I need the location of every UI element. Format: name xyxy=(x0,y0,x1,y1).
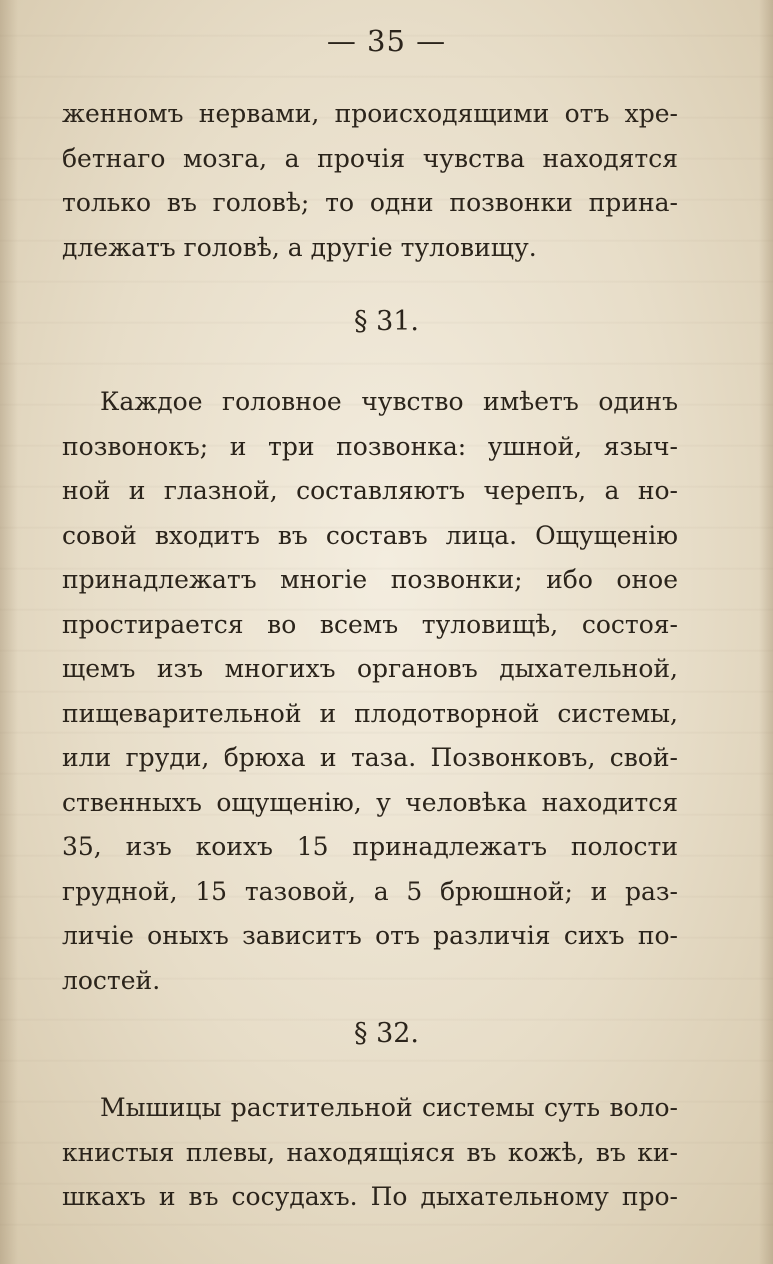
paragraph-section-32 xyxy=(62,1086,678,1220)
text-line: личіе оныхъ зависитъ отъ различія сихъ по- xyxy=(62,921,678,950)
text-line: длежатъ головѣ, а другіе туловищу. xyxy=(62,232,537,262)
text-line: бетнаго мозга, а прочія чувства находятся xyxy=(62,143,678,173)
paragraph-continuation xyxy=(62,92,678,270)
text-line: или груди, брюха и таза. Позвонковъ, свой- xyxy=(62,743,678,772)
text-line: 35, изъ коихъ 15 принадлежатъ полости xyxy=(62,832,678,861)
text-line: позвонокъ; и три позвонка: ушной, языч- xyxy=(62,431,678,461)
text-line: грудной, 15 тазовой, а 5 брюшной; и раз- xyxy=(62,876,678,906)
text-line: женномъ нервами, происходящими отъ хре- xyxy=(62,99,678,128)
text-line: принадлежатъ многіе позвонки; ибо оное xyxy=(62,565,678,594)
text-line: только въ головѣ; то одни позвонки прина- xyxy=(62,188,678,217)
text-line: Каждое головное чувство имѣетъ одинъ xyxy=(100,387,678,416)
text-line: Мышицы растительной системы суть воло- xyxy=(100,1093,678,1122)
text-line: пищеварительной и плодотворной системы, xyxy=(62,698,678,728)
section-heading-31: § 31. xyxy=(353,306,420,337)
text-line: ной и глазной, составляютъ черепъ, а но- xyxy=(62,476,678,505)
text-line: совой входитъ въ составъ лица. Ощущенію xyxy=(62,520,678,550)
text-line: книстыя плевы, находящіяся въ кожѣ, въ ки- xyxy=(62,1137,678,1167)
text-line: лостей. xyxy=(62,965,161,995)
page-edge-left xyxy=(0,0,18,1264)
text-line: простирается во всемъ туловищѣ, состоя- xyxy=(62,609,678,639)
page-number-header: — 35 — xyxy=(326,24,447,58)
text-line: щемъ изъ многихъ органовъ дыхательной, xyxy=(62,654,678,683)
section-heading-32: § 32. xyxy=(353,1018,420,1049)
paragraph-section-31 xyxy=(62,380,678,1003)
text-line: ственныхъ ощущенію, у человѣка находится xyxy=(62,787,678,817)
page-edge-right xyxy=(759,0,773,1264)
text-line: шкахъ и въ сосудахъ. По дыхательному про- xyxy=(62,1182,678,1211)
